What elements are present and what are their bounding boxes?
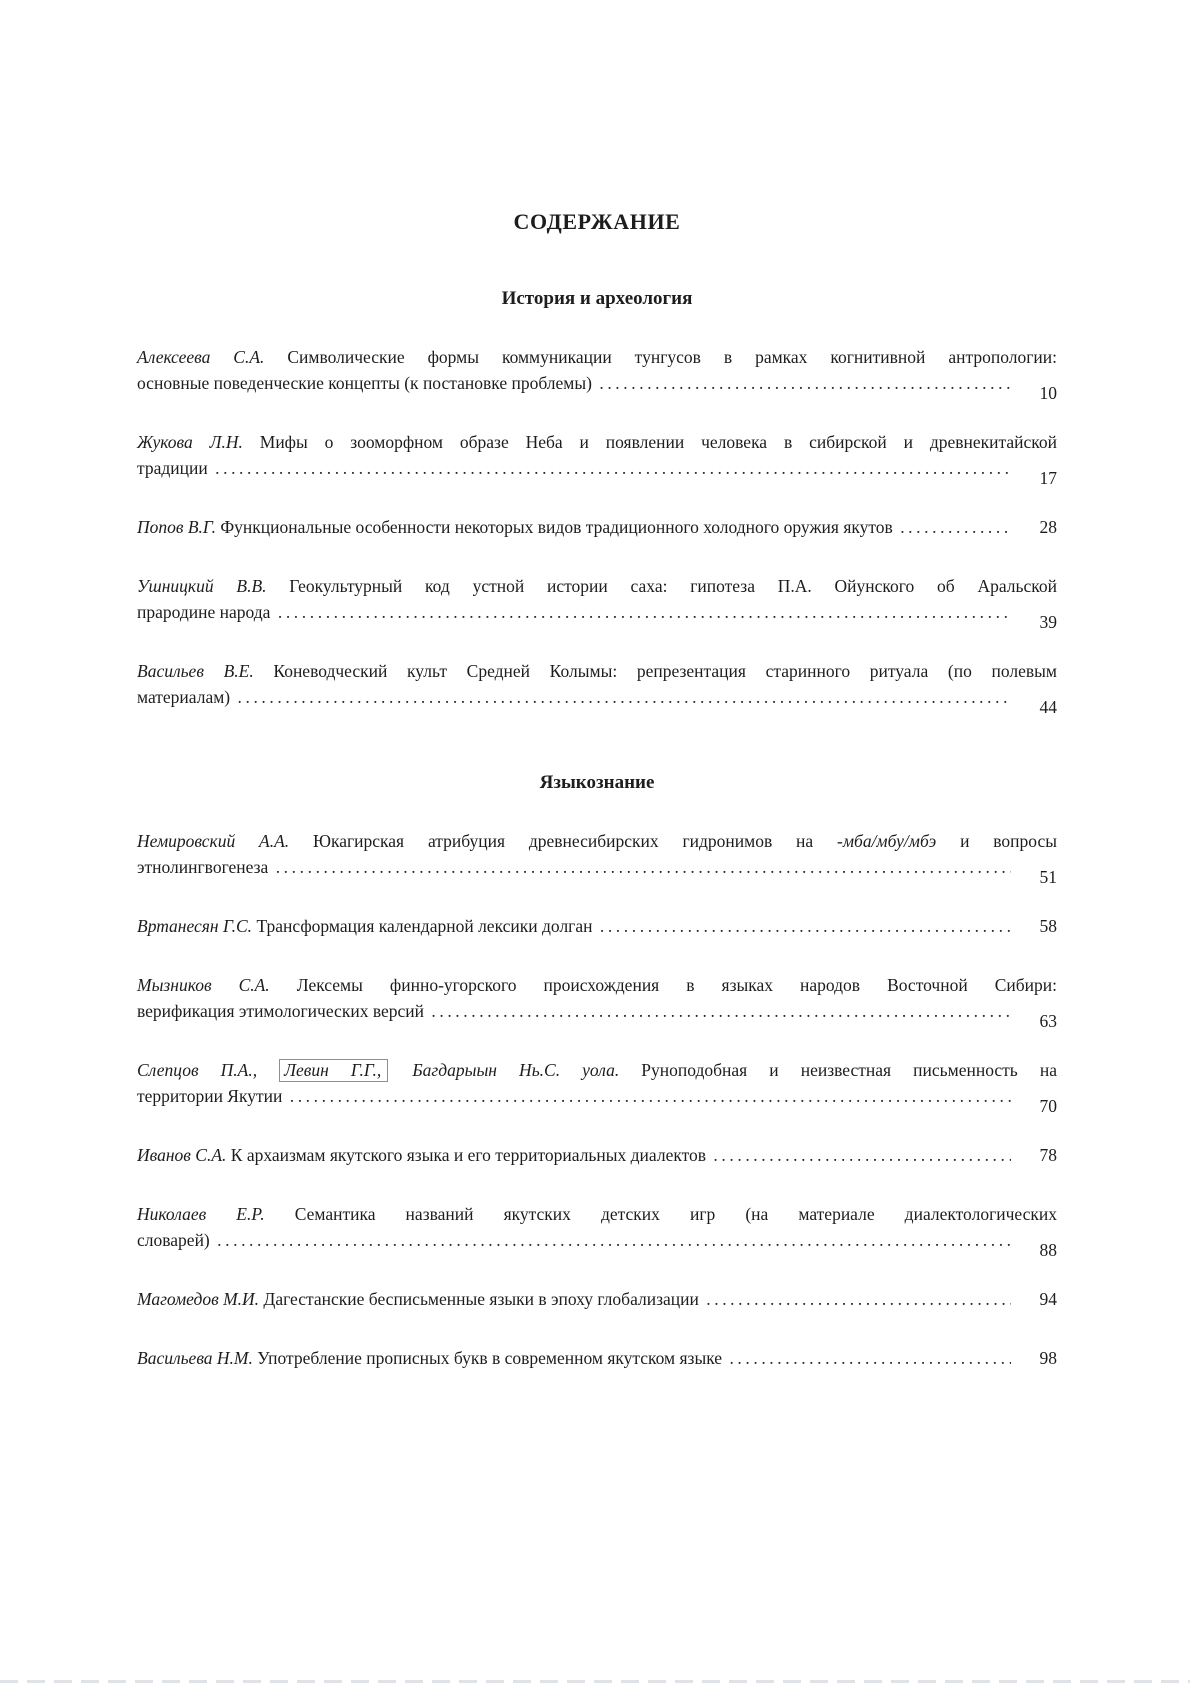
- entry-title-text: верификация этимологических версий: [137, 1001, 429, 1021]
- entry-line: [137, 972, 1057, 998]
- toc-section: [137, 772, 1057, 1371]
- entry-author: Иванов С.А.: [137, 1145, 227, 1165]
- entry-line-text: [137, 1345, 726, 1371]
- entry-title-text: словарей): [137, 1230, 215, 1250]
- page-number: 70: [1039, 1096, 1057, 1116]
- memorial-box-author: Левин Г.Г.,: [279, 1059, 388, 1082]
- dot-leader: [290, 1083, 1011, 1109]
- toc-entry: [137, 1142, 1057, 1168]
- entry-line: [137, 1057, 1057, 1083]
- entry-author: Магомедов М.И.: [137, 1289, 260, 1309]
- entry-author: Жукова Л.Н.: [137, 432, 243, 452]
- toc-entry: [137, 1345, 1057, 1371]
- entry-line-text: [137, 370, 596, 396]
- entry-line: [137, 573, 1057, 599]
- entry-title-text: Юкагирская атрибуция древнесибирских гидронимов на: [289, 831, 838, 851]
- entry-line-text: [137, 599, 275, 625]
- entry-line: [137, 1201, 1057, 1227]
- toc-entry: [137, 1201, 1057, 1260]
- toc-entry: [137, 828, 1057, 887]
- page-number: 94: [1039, 1289, 1057, 1309]
- entry-author: Ушницкий В.В.: [137, 576, 267, 596]
- entry-title-text: Символические формы коммуникации тунгусов в рамках когнитивной антропологии:: [264, 347, 1057, 367]
- entry-last-line: [137, 1286, 1057, 1312]
- entry-author: Немировский А.А.: [137, 831, 290, 851]
- dot-leader: [217, 1227, 1011, 1253]
- dot-leader: [900, 514, 1011, 540]
- entry-author: Вртанесян Г.С.: [137, 916, 253, 936]
- entry-last-line: [137, 854, 1057, 887]
- entry-line-text: [137, 1227, 214, 1253]
- entry-title-text: материалам): [137, 687, 235, 707]
- entry-title-text: Семантика названий якутских детских игр (на материале диалектологических: [264, 1204, 1057, 1224]
- dot-leader: [729, 1345, 1011, 1371]
- entry-title-text: Лексемы финно-угорского происхождения в языках народов Восточной Сибири:: [269, 975, 1057, 995]
- page-number: 44: [1039, 697, 1057, 717]
- entry-title-text: К архаизмам якутского языка и его территориальных диалектов: [226, 1145, 711, 1165]
- toc-content: [137, 0, 1057, 1404]
- entry-line-text: [137, 1286, 703, 1312]
- entry-title-text: Употребление прописных букв в современном якутском языке: [252, 1348, 727, 1368]
- page-title: СОДЕРЖАНИЕ: [513, 209, 681, 234]
- entry-title-text: Геокультурный код устной истории саха: гипотеза П.А. Ойунского об Аральской: [266, 576, 1057, 596]
- toc-entry: [137, 573, 1057, 632]
- page-number: 98: [1039, 1348, 1057, 1368]
- entry-last-line: [137, 998, 1057, 1031]
- entry-title-text: основные поведенческие концепты (к постановке проблемы): [137, 373, 597, 393]
- entry-line-text: [137, 514, 897, 540]
- page-number: 17: [1039, 468, 1057, 488]
- entry-title-text: этнолингвогенеза: [137, 857, 273, 877]
- entry-title-italic-text: -мба/мбу/мбэ: [837, 831, 937, 851]
- toc-entry: [137, 429, 1057, 488]
- toc-entry: [137, 344, 1057, 403]
- entry-line-text: [137, 455, 212, 481]
- dot-leader: [278, 599, 1011, 625]
- toc-entry: [137, 913, 1057, 939]
- section-heading: Языкознание: [539, 772, 655, 793]
- entry-last-line: [137, 1142, 1057, 1168]
- entry-author: Багдарыын Нь.С. уола.: [390, 1060, 620, 1080]
- entry-last-line: [137, 455, 1057, 488]
- dot-leader: [215, 455, 1011, 481]
- dot-leader: [276, 854, 1011, 880]
- entry-line: [137, 828, 1057, 854]
- entry-title-text: Мифы о зооморфном образе Неба и появлении человека в сибирской и древнекитайской: [242, 432, 1057, 452]
- entry-title-text: Функциональные особенности некоторых видов традиционного холодного оружия якутов: [215, 517, 898, 537]
- entry-title-text: Руноподобная и неизвестная письменность на: [619, 1060, 1057, 1080]
- entry-title-text: прародине народа: [137, 602, 275, 622]
- entry-author: Николаев Е.Р.: [137, 1204, 265, 1224]
- entry-last-line: [137, 1227, 1057, 1260]
- toc-sections: [137, 288, 1057, 1371]
- entry-author: Алексеева С.А.: [137, 347, 265, 367]
- page-number: 39: [1039, 612, 1057, 632]
- page-bottom-dashed-edge: [0, 1680, 1190, 1683]
- entry-author: Попов В.Г.: [137, 517, 216, 537]
- entry-line-text: [137, 684, 235, 710]
- section-heading: История и археология: [501, 288, 693, 309]
- entry-last-line: [137, 1345, 1057, 1371]
- entry-last-line: [137, 514, 1057, 540]
- dot-leader: [238, 684, 1012, 710]
- entry-line-text: [137, 913, 597, 939]
- page-number: 51: [1039, 867, 1057, 887]
- page-number: 28: [1039, 517, 1057, 537]
- toc-section: [137, 288, 1057, 717]
- dot-leader: [600, 913, 1011, 939]
- entry-author: Слепцов П.А.,: [137, 1060, 280, 1080]
- entry-title-text: территории Якутии: [137, 1086, 287, 1106]
- page-number: 78: [1039, 1145, 1057, 1165]
- entry-title-text: Коневодческий культ Средней Колымы: репрезентация старинного ритуала (по полевым: [253, 661, 1057, 681]
- entry-line-text: [137, 1142, 710, 1168]
- toc-entry: [137, 514, 1057, 540]
- entry-line-text: [137, 1083, 287, 1109]
- dot-leader: [431, 998, 1011, 1024]
- entry-line: [137, 658, 1057, 684]
- entry-line: [137, 344, 1057, 370]
- page-number: 10: [1039, 383, 1057, 403]
- dot-leader: [599, 370, 1011, 396]
- entry-last-line: [137, 599, 1057, 632]
- dot-leader: [706, 1286, 1011, 1312]
- entry-line-text: [137, 998, 428, 1024]
- entry-last-line: [137, 684, 1057, 717]
- entry-last-line: [137, 1083, 1057, 1116]
- toc-entry: [137, 972, 1057, 1031]
- entry-last-line: [137, 913, 1057, 939]
- page-number: 88: [1039, 1240, 1057, 1260]
- toc-entry: [137, 1057, 1057, 1116]
- entry-author: Васильева Н.М.: [137, 1348, 253, 1368]
- page-number: 58: [1039, 916, 1057, 936]
- page-number: 63: [1039, 1011, 1057, 1031]
- entry-author: Васильев В.Е.: [137, 661, 254, 681]
- toc-entry: [137, 658, 1057, 717]
- entry-line-text: [137, 854, 273, 880]
- dot-leader: [713, 1142, 1011, 1168]
- entry-line: [137, 429, 1057, 455]
- entry-title-text: традиции: [137, 458, 213, 478]
- entry-title-text: Дагестанские бесписьменные языки в эпоху глобализации: [259, 1289, 704, 1309]
- entry-title-text: Трансформация календарной лексики долган: [252, 916, 597, 936]
- entry-author: Мызников С.А.: [137, 975, 270, 995]
- entry-title-text: и вопросы: [936, 831, 1057, 851]
- entry-last-line: [137, 370, 1057, 403]
- toc-entry: [137, 1286, 1057, 1312]
